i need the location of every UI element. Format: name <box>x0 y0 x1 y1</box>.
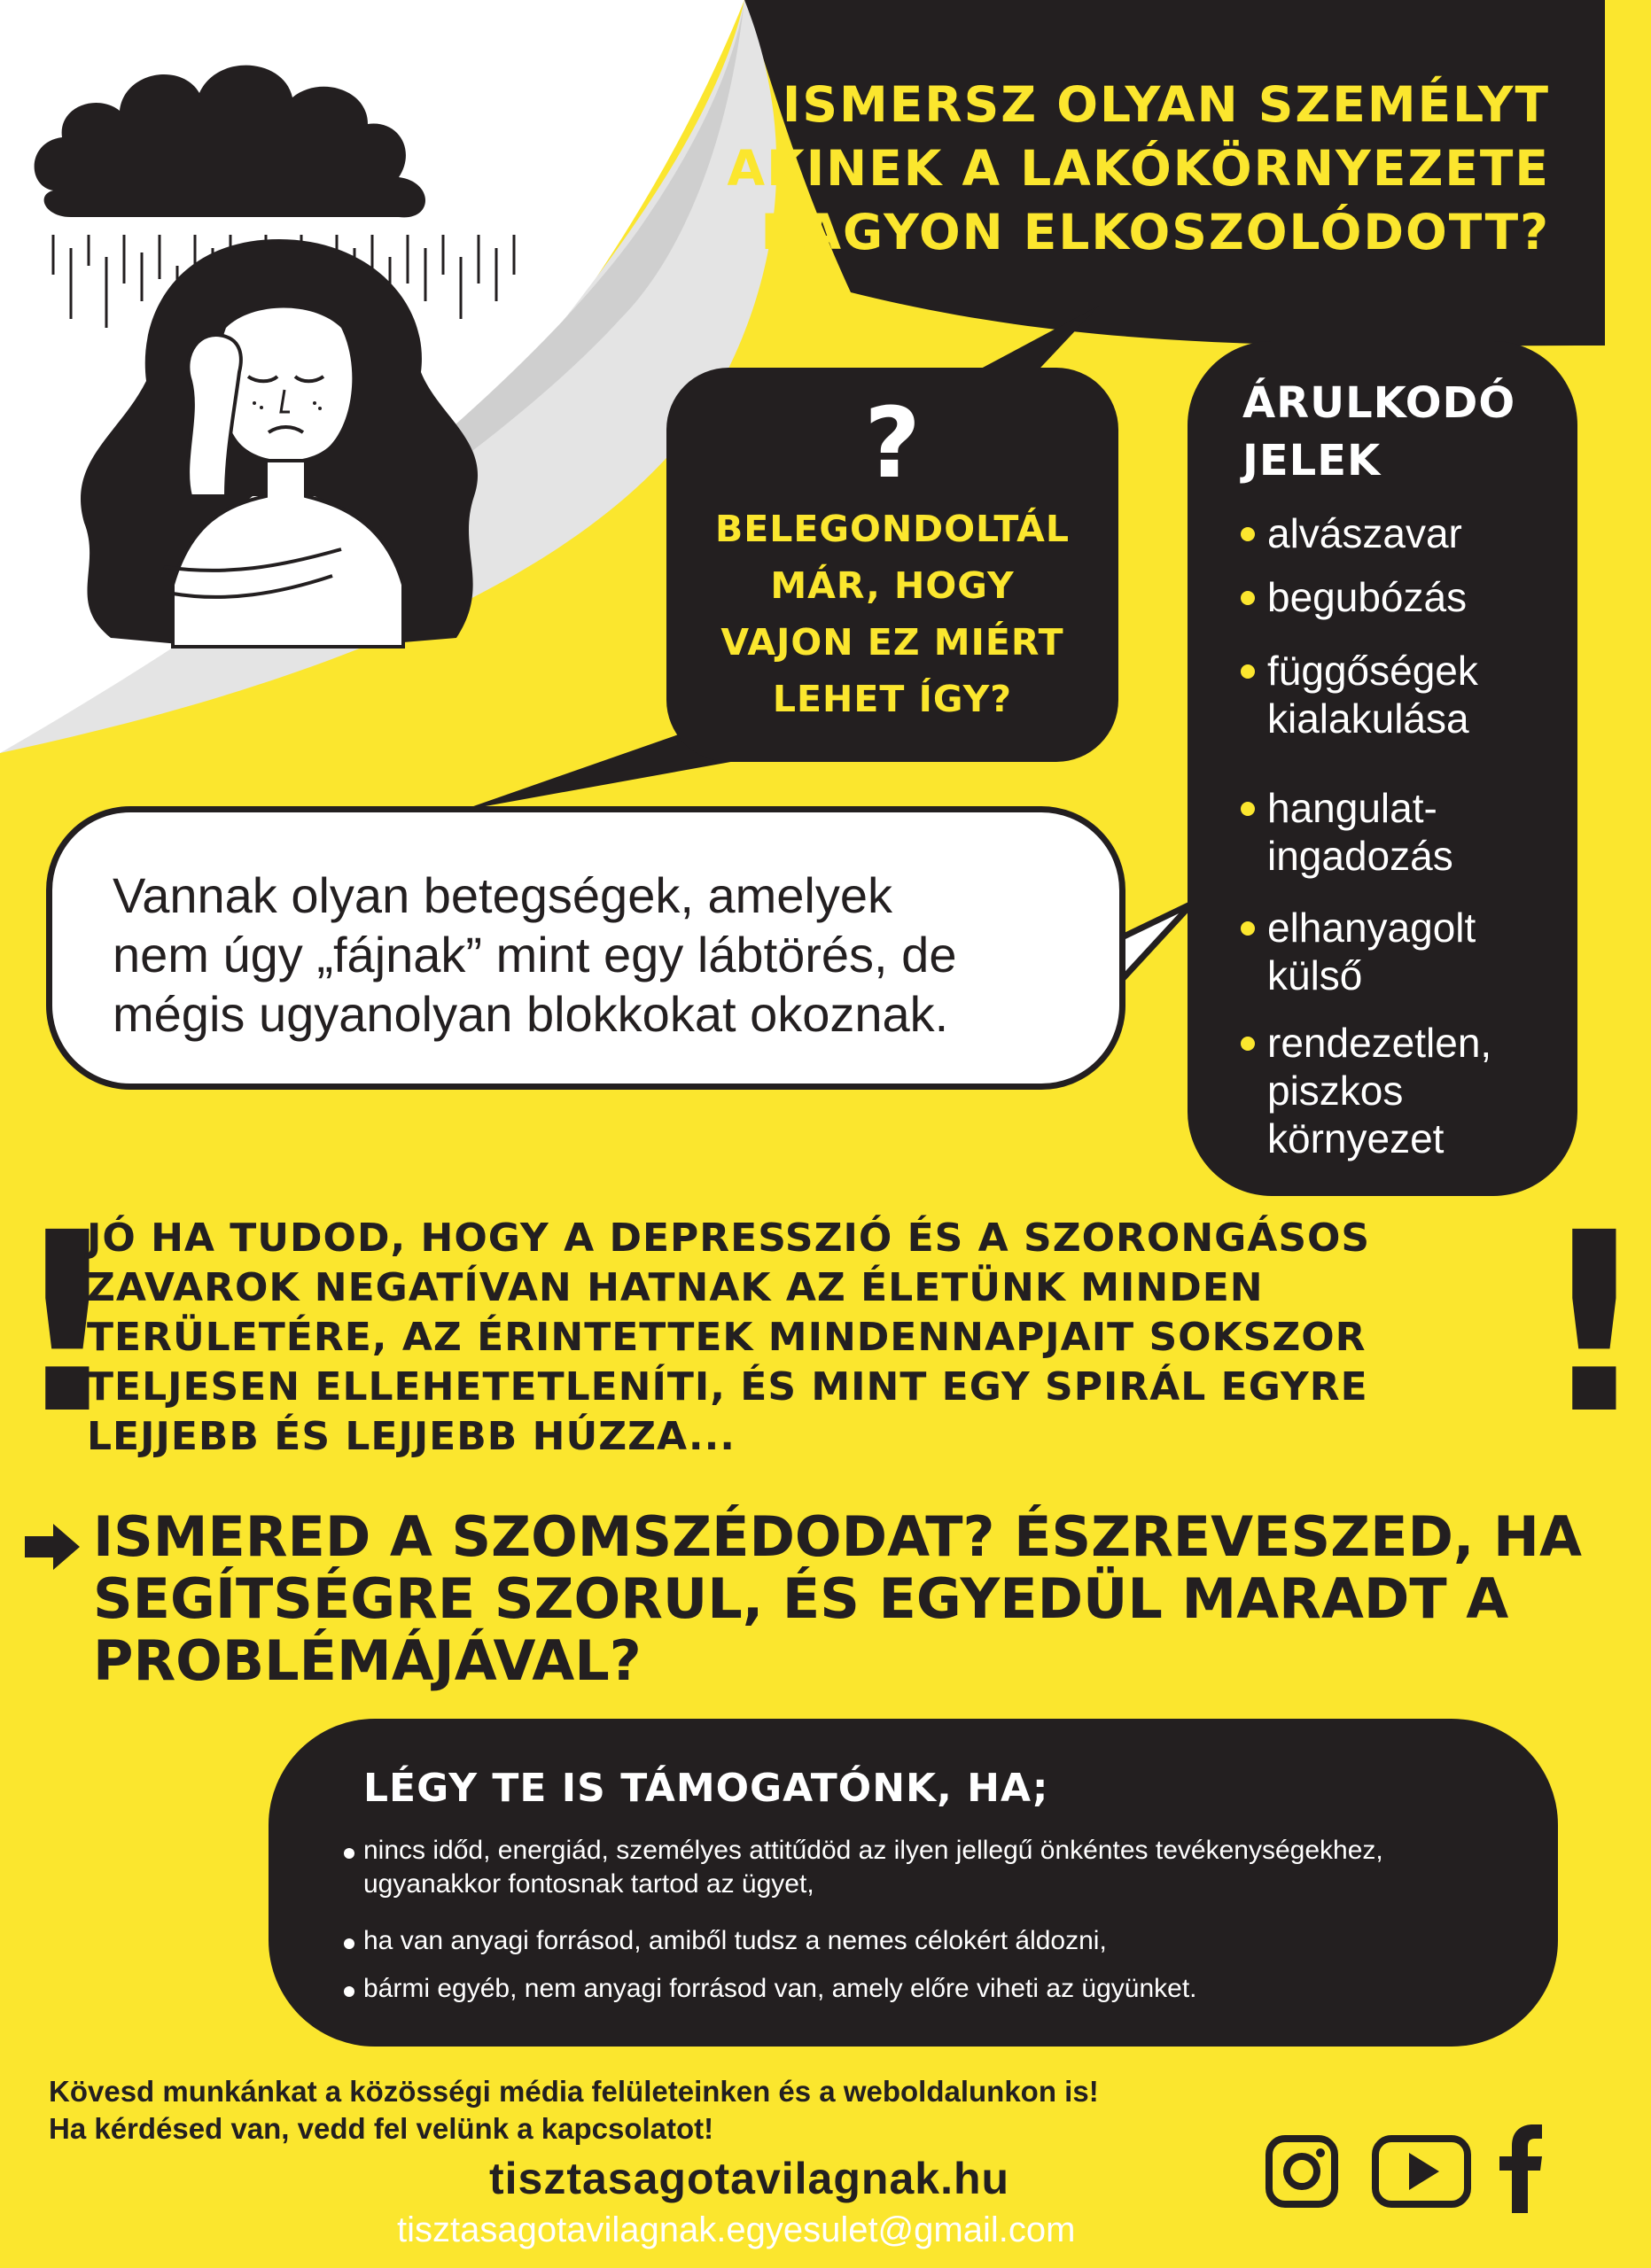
warning-text <box>87 1214 1523 1462</box>
sign-line: függőségek <box>1267 648 1478 694</box>
signs-title-line: ÁRULKODÓ <box>1242 378 1516 428</box>
neighbor-line: SEGÍTSÉGRE SZORUL, ÉS EGYEDÜL MARADT A <box>93 1566 1509 1631</box>
follow-line: Ha kérdésed van, vedd fel velünk a kapcsolatot! <box>49 2112 714 2145</box>
speech-line: mégis ugyanolyan blokkokat okoznak. <box>113 986 949 1042</box>
sign-line: begubózás <box>1267 574 1468 620</box>
speech-bubble <box>46 806 1125 1090</box>
sign-item <box>1267 573 1569 621</box>
sign-line: külső <box>1267 952 1363 998</box>
support-line: nincs időd, energiád, személyes attitűdöd az ilyen jellegű önkéntes tevékenységekhez, <box>363 1836 1383 1865</box>
question-box <box>666 368 1118 762</box>
header-line: ISMERSZ OLYAN SZEMÉLYT <box>782 76 1550 133</box>
youtube-icon[interactable] <box>1372 2135 1471 2208</box>
bullet-icon <box>1241 664 1255 679</box>
neighbor-line: ISMERED A SZOMSZÉDODAT? ÉSZREVESZED, HA <box>93 1504 1582 1569</box>
question-line: LEHET ÍGY? <box>772 678 1013 720</box>
sign-item <box>1267 904 1569 999</box>
speech-tail <box>1118 904 1192 983</box>
arrow-right-icon <box>25 1524 80 1570</box>
question-text <box>666 501 1118 727</box>
sign-line: alvászavar <box>1267 510 1462 556</box>
sign-line: környezet <box>1267 1115 1445 1161</box>
speech-text <box>113 866 1114 1044</box>
sign-item <box>1267 647 1569 742</box>
question-line: MÁR, HOGY <box>770 564 1015 607</box>
support-box <box>269 1719 1558 2047</box>
support-item <box>363 1924 1515 1958</box>
support-line: bármi egyéb, nem anyagi forrásod van, amely előre viheti az ügyünket. <box>363 1974 1197 2003</box>
sign-line: piszkos <box>1267 1068 1404 1114</box>
warning-line: TELJESEN ELLEHETETLENÍTI, ÉS MINT EGY SPIRÁL EGYRE <box>87 1364 1368 1410</box>
support-title: LÉGY TE IS TÁMOGATÓNK, HA; <box>363 1766 1049 1811</box>
neighbor-line: PROBLÉMÁJÁVAL? <box>93 1628 642 1693</box>
question-mark-icon: ? <box>864 386 921 500</box>
question-line: BELEGONDOLTÁL <box>714 508 1071 550</box>
sign-line: ingadozás <box>1267 833 1453 879</box>
follow-line: Kövesd munkánkat a közösségi média felületeinken és a weboldalunkon is! <box>49 2075 1099 2108</box>
sign-item <box>1267 1019 1569 1162</box>
header-line: NAGYON ELKOSZOLÓDOTT? <box>760 204 1550 260</box>
signs-box <box>1188 341 1577 1196</box>
support-item <box>363 1834 1515 1901</box>
bullet-icon <box>1241 1037 1255 1051</box>
bullet-icon <box>344 1986 354 1997</box>
exclamation-icon-right: ! <box>1538 1180 1651 1469</box>
speech-line: Vannak olyan betegségek, amelyek <box>113 867 892 923</box>
bullet-icon <box>1241 591 1255 605</box>
signs-title <box>1242 375 1579 490</box>
sign-line: rendezetlen, <box>1267 1020 1492 1066</box>
bullet-icon <box>344 1848 354 1859</box>
speech-line: nem úgy „fájnak” mint egy lábtörés, de <box>113 927 957 983</box>
bullet-icon <box>1241 921 1255 936</box>
email-link[interactable]: tisztasagotavilagnak.egyesulet@gmail.com <box>397 2210 1076 2249</box>
exclamation-icon-left: ! <box>11 1180 124 1469</box>
warning-line: LEJJEBB ÉS LEJJEBB HÚZZA... <box>87 1414 736 1459</box>
sign-item <box>1267 784 1569 880</box>
bullet-icon <box>1241 802 1255 816</box>
warning-line: ZAVAROK NEGATÍVAN HATNAK AZ ÉLETÜNK MINDEN <box>87 1265 1264 1310</box>
neighbor-question <box>93 1506 1582 1692</box>
support-line: ha van anyagi forrásod, amiből tudsz a nemes célokért áldozni, <box>363 1926 1107 1955</box>
header-line: AKINEK A LAKÓKÖRNYEZETE <box>727 140 1550 197</box>
question-line: VAJON EZ MIÉRT <box>720 621 1064 664</box>
header-question <box>619 73 1550 264</box>
instagram-icon[interactable] <box>1266 2135 1338 2208</box>
follow-text <box>49 2073 1289 2148</box>
sign-line: hangulat- <box>1267 785 1437 831</box>
facebook-icon[interactable] <box>1498 2124 1544 2213</box>
bullet-icon <box>1241 527 1255 541</box>
signs-title-line: JELEK <box>1242 436 1382 485</box>
support-item <box>363 1972 1515 2006</box>
warning-line: TERÜLETÉRE, AZ ÉRINTETTEK MINDENNAPJAIT SOKSZOR <box>87 1315 1367 1360</box>
bullet-icon <box>344 1938 354 1949</box>
sign-line: kialakulása <box>1267 695 1469 742</box>
sign-line: elhanyagolt <box>1267 905 1476 951</box>
warning-line: JÓ HA TUDOD, HOGY A DEPRESSZIÓ ÉS A SZORONGÁSOS <box>87 1216 1371 1261</box>
support-line: ugyanakkor fontosnak tartod az ügyet, <box>363 1869 814 1899</box>
website-link[interactable]: tisztasagotavilagnak.hu <box>489 2154 1010 2203</box>
sign-item <box>1267 509 1569 557</box>
sad-woman-illustration <box>49 230 510 656</box>
